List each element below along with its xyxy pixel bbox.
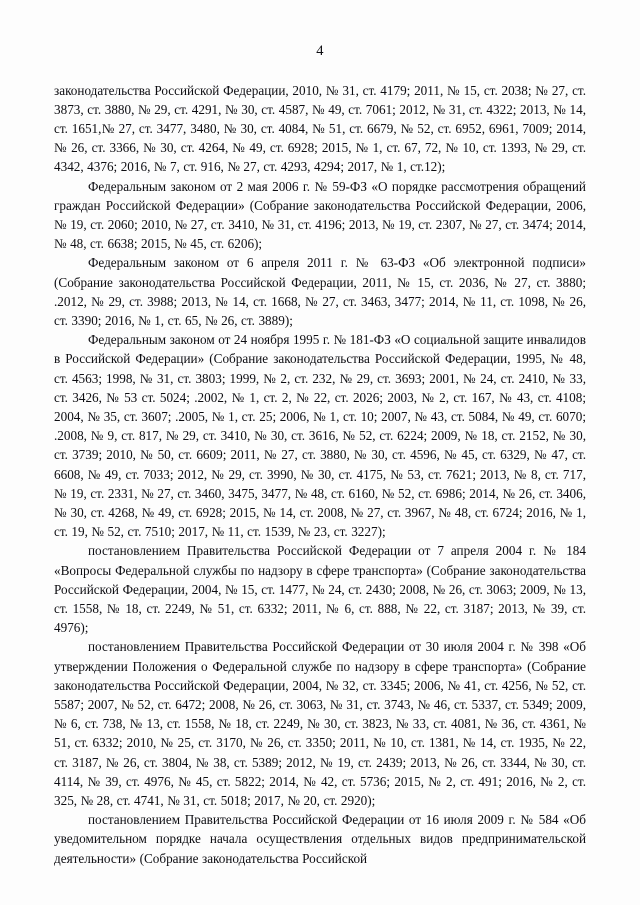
- paragraph: законодательства Российской Федерации, 2010, № 31, ст. 4179; 2011, № 15, ст. 2038; № 27, ст. 3873, ст. 3880, № 29, ст. 4291, № 30, ст. 4587, № 49, ст. 7061; 2012, № 31, ст. 4322; 2013, № 14, ст. 1651,№ 27, ст. 3477, 3480, № 30, ст. 4084, № 51, ст. 6679, № 52, ст. 6952, 6961, 7009; 2014, № 26, ст. 3366, № 30, ст. 4264, № 49, ст. 6928; 2015, № 1, ст. 67, 72, № 10, ст. 1393, № 29, ст. 4342, 4376; 2016, № 7, ст. 916, № 27, ст. 4293, 4294; 2017, № 1, ст.12);: [54, 82, 586, 175]
- paragraph: постановлением Правительства Российской Федерации от 30 июля 2004 г. № 398 «Об утверждении Положения о Федеральной службе по надзору в сфере транспорта» (Собрание законодательства Российской Федерации, 2004, № 32, ст. 3345; 2006, № 41, ст. 4256, № 52, ст. 5587; 2007, № 52, ст. 6472; 2008, № 26, ст. 3063, № 31, ст. 3743, № 46, ст. 5337, ст. 5349; 2009, № 6, ст. 738, № 13, ст. 1558, № 18, ст. 2249, № 30, ст. 3823, № 33, ст. 4081, № 36, ст. 4361, № 51, ст. 6332; 2010, № 25, ст. 3170, № 26, ст. 3350; 2011, № 10, ст. 1381, № 14, ст. 1935, № 22, ст. 3187, № 26, ст. 3804, № 38, ст. 5389; 2012, № 19, ст. 2439; 2013, № 26, ст. 3344, № 30, ст. 4114, № 39, ст. 4976, № 45, ст. 5822; 2014, № 42, ст. 5736; 2015, № 2, ст. 491; 2016, № 2, ст. 325, № 28, ст. 4741, № 31, ст. 5018; 2017, № 20, ст. 2920);: [54, 639, 586, 809]
- paragraph: Федеральным законом от 6 апреля 2011 г. № 63-ФЗ «Об электронной подписи» (Собрание законодательства Российской Федерации, 2011, № 15, ст. 2036, № 27, ст. 3880; .2012, № 29, ст. 3988; 2013, № 14, ст. 1668, № 27, ст. 3463, 3477; 2014, № 11, ст. 1098, № 26, ст. 3390; 2016, № 1, ст. 65, № 26, ст. 3889);: [54, 255, 586, 328]
- paragraph: Федеральным законом от 2 мая 2006 г. № 59-ФЗ «О порядке рассмотрения обращений граждан Российской Федерации» (Собрание законодательства Российской Федерации, 2006, № 19, ст. 2060; 2010, № 27, ст. 3410, № 31, ст. 4196; 2013, № 19, ст. 2307, № 27, ст. 3474; 2014, № 48, ст. 6638; 2015, № 45, ст. 6206);: [54, 178, 586, 252]
- paragraph: Федеральным законом от 24 ноября 1995 г. № 181-ФЗ «О социальной защите инвалидов в Российской Федерации» (Собрание законодательства Российской Федерации, 1995, № 48, ст. 4563; 1998, № 31, ст. 3803; 1999, № 2, ст. 232, № 29, ст. 3693; 2001, № 24, ст. 2410, № 33, ст. 3426, № 53 ст. 5024; .2002, № 1, ст. 2, № 22, ст. 2026; 2003, № 2, ст. 167, № 43, ст. 4108; 2004, № 35, ст. 3607; .2005, № 1, ст. 25; 2006, № 1, ст. 10; 2007, № 43, ст. 5084, № 49, ст. 6070; .2008, № 9, ст. 817, № 29, ст. 3410, № 30, ст. 3616, № 52, ст. 6224; 2009, № 18, ст. 2152, № 30, ст. 3739; 2010, № 50, ст. 6609; 2011, № 27, ст. 3880, № 30, ст. 4596, № 45, ст. 6329, № 47, ст. 6608, № 49, ст. 7033; 2012, № 29, ст. 3990, № 30, ст. 4175, № 53, ст. 7621; 2013, № 8, ст. 717, № 19, ст. 2331, № 27, ст. 3460, 3475, 3477, № 48, ст. 6160, № 52, ст. 6986; 2014, № 26, ст. 3406, № 30, ст. 4268, № 49, ст. 6928; 2015, № 14, ст. 2008, № 27, ст. 3967, № 48, ст. 6724; 2016, № 1, ст. 19, № 52, ст. 7510; 2017, № 11, ст. 1539, № 23, ст. 3227);: [54, 332, 586, 540]
- document-body: [54, 81, 586, 868]
- page-number: 4: [316, 43, 324, 59]
- paragraph: постановлением Правительства Российской Федерации от 16 июля 2009 г. № 584 «Об уведомительном порядке начала осуществления отдельных видов предпринимательской деятельности» (Собрание законодательства Российской: [54, 812, 586, 866]
- paragraph: постановлением Правительства Российской Федерации от 7 апреля 2004 г. № 184 «Вопросы Федеральной службы по надзору в сфере транспорта» (Собрание законодательства Российской Федерации, 2004, № 15, ст. 1477, № 24, ст. 2430; 2008, № 26, ст. 3063; 2009, № 13, ст. 1558, № 18, ст. 2249, № 51, ст. 6332; 2011, № 6, ст. 888, № 22, ст. 3187; 2013, № 39, ст. 4976);: [54, 543, 586, 636]
